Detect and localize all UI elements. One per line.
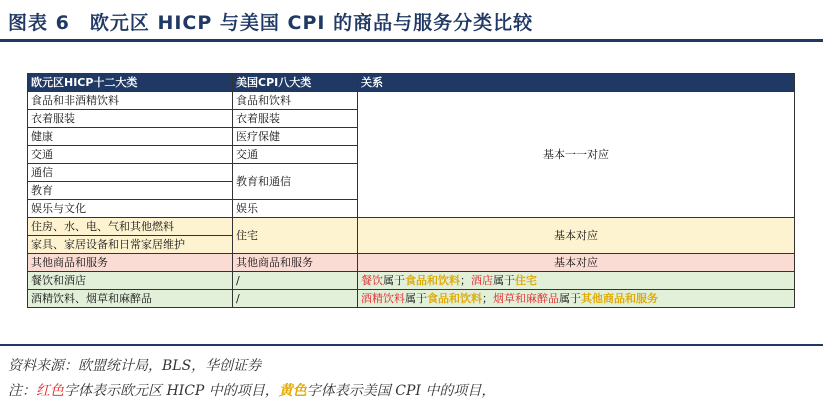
relation-text: ； bbox=[482, 291, 493, 305]
cpi-cell: 其他商品和服务 bbox=[233, 254, 358, 272]
top-rule bbox=[0, 39, 823, 42]
cpi-cell: 娱乐 bbox=[233, 200, 358, 218]
table-row bbox=[28, 218, 795, 236]
table-header-row bbox=[28, 74, 795, 92]
source-note: 资料来源：欧盟统计局，BLS，华创证券 bbox=[8, 358, 262, 374]
table-row bbox=[28, 92, 795, 110]
footnote bbox=[8, 380, 495, 400]
footnote-prefix: 注： bbox=[8, 383, 36, 399]
table-row bbox=[28, 290, 795, 308]
header-relation: 关系 bbox=[358, 74, 795, 92]
header-hicp: 欧元区HICP十二大类 bbox=[28, 74, 233, 92]
cpi-cell: 衣着服装 bbox=[233, 110, 358, 128]
cpi-term: 食品和饮料 bbox=[405, 273, 460, 287]
relation-cell bbox=[358, 290, 795, 308]
footnote-red-word: 红色 bbox=[36, 383, 64, 399]
cpi-cell: / bbox=[233, 272, 358, 290]
footnote-mid: 字体表示欧元区 HICP 中的项目， bbox=[64, 383, 279, 399]
relation-cell: 基本一一对应 bbox=[358, 92, 795, 218]
hicp-term: 酒精饮料 bbox=[361, 291, 405, 305]
header-cpi: 美国CPI八大类 bbox=[233, 74, 358, 92]
cpi-term: 食品和饮料 bbox=[427, 291, 482, 305]
table-row bbox=[28, 254, 795, 272]
hicp-cell: 健康 bbox=[28, 128, 233, 146]
hicp-cell: 交通 bbox=[28, 146, 233, 164]
hicp-cell: 其他商品和服务 bbox=[28, 254, 233, 272]
table-row bbox=[28, 272, 795, 290]
cpi-cell: 医疗保健 bbox=[233, 128, 358, 146]
footnote-yellow-word: 黄色 bbox=[278, 383, 307, 399]
hicp-cell: 住房、水、电、气和其他燃料 bbox=[28, 218, 233, 236]
cpi-cell: 教育和通信 bbox=[233, 164, 358, 200]
cpi-cell: 交通 bbox=[233, 146, 358, 164]
footnote-suffix: 字体表示美国 CPI 中的项目， bbox=[306, 383, 496, 399]
relation-text: 属于 bbox=[559, 291, 581, 305]
hicp-cell: 酒精饮料、烟草和麻醉品 bbox=[28, 290, 233, 308]
hicp-term: 酒店 bbox=[471, 273, 493, 287]
hicp-term: 烟草和麻醉品 bbox=[493, 291, 559, 305]
cpi-cell: 食品和饮料 bbox=[233, 92, 358, 110]
relation-text: 属于 bbox=[383, 273, 405, 287]
cpi-term: 住宅 bbox=[515, 273, 537, 287]
hicp-cell: 食品和非酒精饮料 bbox=[28, 92, 233, 110]
bottom-rule bbox=[0, 344, 823, 346]
relation-text: ； bbox=[460, 273, 471, 287]
relation-cell: 基本对应 bbox=[358, 218, 795, 254]
relation-cell bbox=[358, 272, 795, 290]
hicp-cell: 家具、家居设备和日常家居维护 bbox=[28, 236, 233, 254]
hicp-cell: 教育 bbox=[28, 182, 233, 200]
hicp-cell: 餐饮和酒店 bbox=[28, 272, 233, 290]
cpi-cell: 住宅 bbox=[233, 218, 358, 254]
relation-text: 属于 bbox=[405, 291, 427, 305]
hicp-cell: 通信 bbox=[28, 164, 233, 182]
cpi-cell: / bbox=[233, 290, 358, 308]
hicp-cell: 衣着服装 bbox=[28, 110, 233, 128]
hicp-cell: 娱乐与文化 bbox=[28, 200, 233, 218]
cpi-term: 其他商品和服务 bbox=[581, 291, 658, 305]
relation-text: 属于 bbox=[493, 273, 515, 287]
relation-cell: 基本对应 bbox=[358, 254, 795, 272]
hicp-term: 餐饮 bbox=[361, 273, 383, 287]
figure-title: 图表 6 欧元区 HICP 与美国 CPI 的商品与服务分类比较 bbox=[8, 12, 534, 34]
comparison-table bbox=[27, 73, 795, 308]
